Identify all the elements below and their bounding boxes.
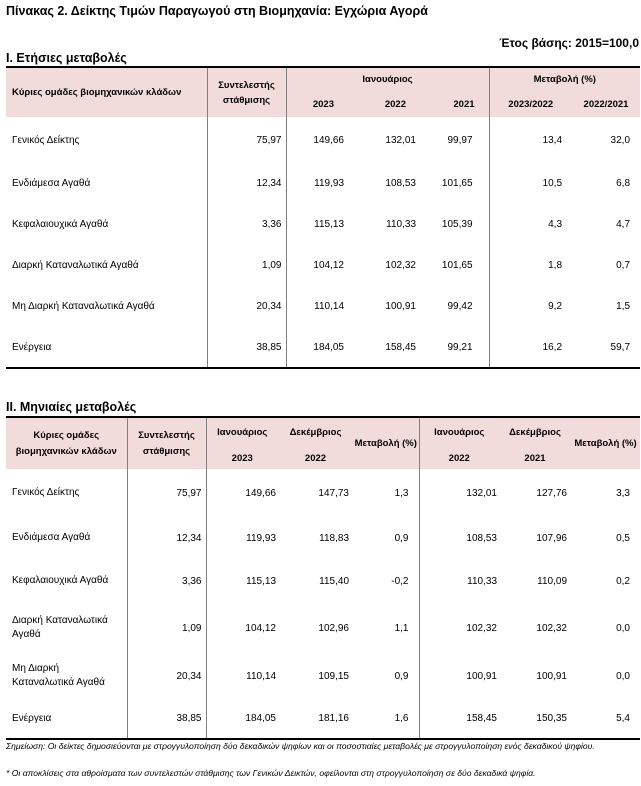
row-category: Ενέργεια [6,699,127,739]
row-value-2023: 104,12 [313,260,344,271]
row-weight: 12,34 [207,163,286,204]
annual-header-january: Ιανουάριος [286,67,489,91]
row-value-jan-2023: 119,93 [246,532,276,544]
row-category: Ενέργεια [6,327,207,368]
row-value-jan-2022: 100,91 [466,670,497,682]
table-row [6,699,640,739]
annual-header-change: Μεταβολή (%) [489,67,640,91]
row-change-2023-2022: 16,2 [542,341,563,353]
row-category: Ενδιάμεσα Αγαθά [6,517,127,559]
row-change-2022-2021: 6,8 [616,178,631,189]
row-change-2022-2021: 0,7 [616,260,631,271]
monthly-section-heading: ΙΙ. Μηνιαίες μεταβολές [6,400,137,414]
monthly-header-december: Δεκέμβριος [499,417,571,447]
monthly-header-january: Ιανουάριος [206,417,278,447]
row-change-2: 0,2 [616,575,630,587]
row-weight: 20,34 [127,653,206,699]
row-value-2021: 99,42 [418,286,489,327]
annual-table [6,66,640,369]
row-value-2023: 110,14 [314,301,344,312]
row-value-2021: 101,65 [418,245,489,286]
row-value-2021: 101,65 [418,163,489,204]
row-weight: 38,85 [207,327,286,368]
row-value-2021: 99,21 [418,327,489,368]
row-value-dec-2021: 107,96 [536,532,567,544]
table-row [6,286,640,327]
row-value-2023: 119,93 [314,178,344,189]
row-change-1: 0,9 [353,517,419,559]
monthly-header-december: Δεκέμβριος [278,417,353,447]
row-change-2023-2022: 13,4 [542,134,563,146]
row-value-jan-2022: 108,53 [466,532,497,544]
row-value-dec-2022: 181,16 [318,713,349,724]
row-weight: 20,34 [207,286,286,327]
row-change-2023-2022: 4,3 [548,219,563,230]
row-category: Γενικός Δείκτης [6,469,127,517]
annual-header-change-period: 2023/2022 [489,91,572,117]
row-change-1: 1,1 [353,603,419,653]
base-year: Έτος βάσης: 2015=100,0 [499,36,639,50]
monthly-header-year: 2022 [419,447,499,469]
row-category: Διαρκή Καταναλωτικά Αγαθά [6,603,127,653]
row-value-jan-2023: 115,13 [246,575,276,587]
row-weight: 3,36 [127,559,206,603]
annual-header-year: 2021 [418,91,489,117]
row-value-dec-2021: 100,91 [536,670,567,682]
table-row [6,245,640,286]
row-change-1: 1,3 [353,469,419,517]
row-category: Μη Διαρκή Καταναλωτικά Αγαθά [6,286,207,327]
table-row [6,327,640,368]
row-value-dec-2021: 102,32 [536,622,567,634]
row-value-2022: 110,33 [386,219,416,230]
row-change-1: -0,2 [353,559,419,603]
row-value-dec-2022: 118,83 [319,532,349,544]
annual-header-weight: Συντελεστής στάθμισης [207,67,286,117]
table-row [6,117,640,163]
row-value-dec-2022: 115,40 [319,575,349,587]
annual-header-change-period: 2022/2021 [572,91,640,117]
row-value-2022: 132,01 [385,134,416,146]
table-row [6,517,640,559]
row-value-jan-2023: 184,05 [245,713,276,724]
row-category: Γενικός Δείκτης [6,117,207,163]
annual-header-groups: Κύριες ομάδες βιομηχανικών κλάδων [6,67,207,117]
row-category: Ενδιάμεσα Αγαθά [6,163,207,204]
row-change-2: 5,4 [616,713,630,724]
row-value-2022: 108,53 [385,178,416,189]
page-title: Πίνακας 2. Δείκτης Τιμών Παραγωγού στη Βιομηχανία: Εγχώρια Αγορά [6,4,428,18]
row-change-2: 0,5 [616,532,630,544]
table-row [6,204,640,245]
row-value-2023: 149,66 [313,134,344,146]
row-value-jan-2022: 110,33 [467,575,497,587]
row-change-2022-2021: 4,7 [616,219,631,230]
row-change-2022-2021: 1,5 [616,301,631,312]
row-value-jan-2023: 149,66 [245,487,276,499]
row-weight: 1,09 [207,245,286,286]
row-weight: 75,97 [127,469,206,517]
row-value-jan-2022: 102,32 [466,622,497,634]
row-weight: 75,97 [207,117,286,163]
row-change-2023-2022: 1,8 [548,260,563,271]
monthly-header-january: Ιανουάριος [419,417,499,447]
row-category: Κεφαλαιουχικά Αγαθά [6,559,127,603]
row-value-2022: 100,91 [385,301,416,312]
row-change-1: 0,9 [353,653,419,699]
table-row [6,559,640,603]
monthly-header-change: Μεταβολή (%) [353,417,419,469]
footnote-rounding: Σημείωση: Οι δείκτες δημοσιεύονται με στρογγυλοποίηση δύο δεκαδικών ψηφίων και οι ποσοστιαίες μεταβολές με στρογγυλοποίηση ενός δεκαδικού ψηφίου. [6,741,595,751]
monthly-header-change: Μεταβολή (%) [571,417,640,469]
row-value-jan-2023: 110,14 [246,670,276,682]
row-change-2023-2022: 10,5 [542,178,563,189]
row-change-2023-2022: 9,2 [548,301,563,312]
row-change-2022-2021: 32,0 [610,134,631,146]
row-value-dec-2022: 147,73 [318,487,349,499]
row-value-jan-2023: 104,12 [245,622,276,634]
monthly-header-year: 2021 [499,447,571,469]
table-row [6,469,640,517]
row-change-2022-2021: 59,7 [610,341,631,353]
row-weight: 3,36 [207,204,286,245]
row-weight: 12,34 [127,517,206,559]
row-change-2: 0,0 [616,622,630,634]
row-value-dec-2021: 110,09 [537,575,567,587]
row-value-2023: 184,05 [313,341,344,353]
row-change-2: 0,0 [616,670,630,682]
row-value-dec-2021: 150,35 [536,713,567,724]
row-value-jan-2022: 158,45 [466,713,497,724]
monthly-header-year: 2023 [206,447,278,469]
row-value-dec-2021: 127,76 [536,487,567,499]
row-value-2022: 102,32 [385,260,416,271]
row-category: Διαρκή Καταναλωτικά Αγαθά [6,245,207,286]
footnote-weights: * Οι αποκλίσεις στα αθροίσματα των συντελεστών στάθμισης των Γενικών Δεικτών, οφείλονται στη στρογγυλοποίηση σε δύο δεκαδικά ψηφία. [6,768,536,778]
row-value-jan-2022: 132,01 [466,487,497,499]
monthly-header-groups: Κύριες ομάδες βιομηχανικών κλάδων [6,417,127,469]
row-value-2023: 115,13 [314,219,344,230]
annual-section-heading: Ι. Ετήσιες μεταβολές [6,51,127,65]
monthly-header-year: 2022 [278,447,353,469]
monthly-table [6,416,640,740]
row-category: Μη Διαρκή Καταναλωτικά Αγαθά [6,653,127,699]
row-change-2: 3,3 [616,487,630,499]
table-row [6,163,640,204]
table-row [6,653,640,699]
row-value-2021: 99,97 [418,117,489,163]
row-value-dec-2022: 109,15 [318,670,349,682]
row-value-dec-2022: 102,96 [318,622,349,634]
row-value-2022: 158,45 [385,341,416,353]
row-change-1: 1,6 [353,699,419,739]
monthly-header-weight: Συντελεστής στάθμισης [127,417,206,469]
row-weight: 38,85 [127,699,206,739]
table-row [6,603,640,653]
annual-header-year: 2023 [286,91,346,117]
row-value-2021: 105,39 [418,204,489,245]
row-weight: 1,09 [127,603,206,653]
row-category: Κεφαλαιουχικά Αγαθά [6,204,207,245]
annual-header-year: 2022 [346,91,418,117]
